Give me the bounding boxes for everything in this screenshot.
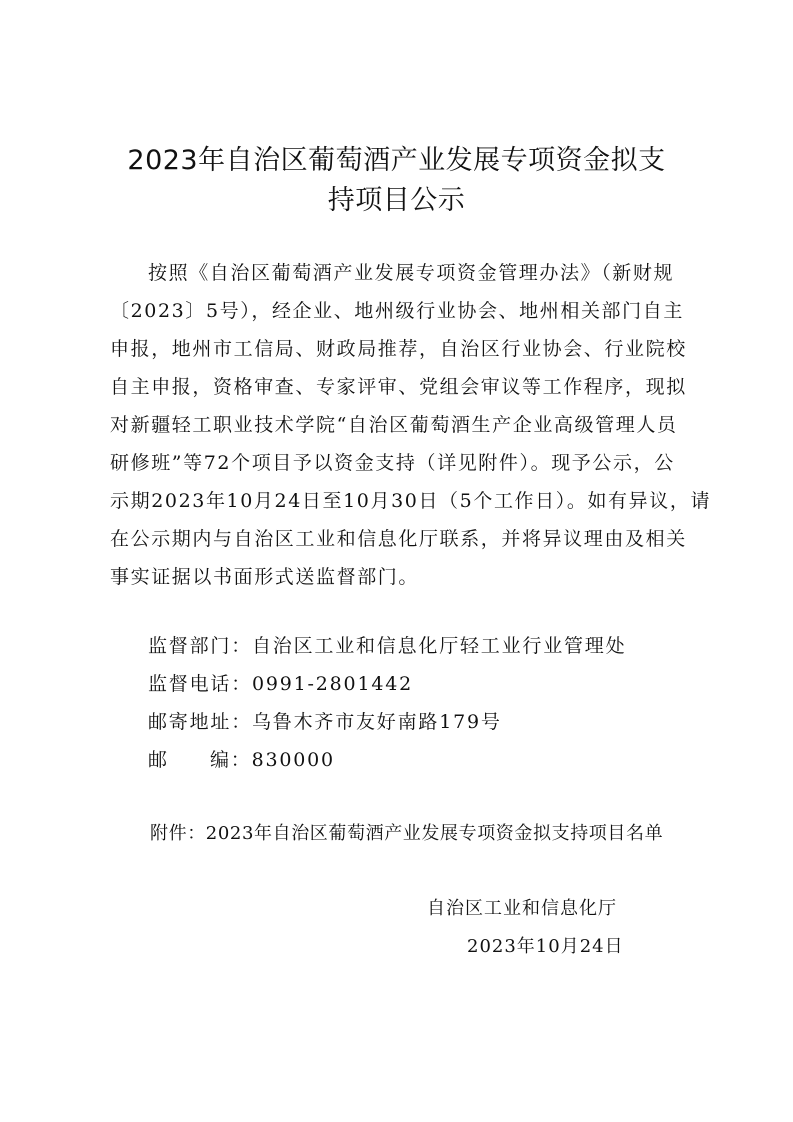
- body-line-8: 在公示期内与自治区工业和信息化厅联系，并将异议理由及相关: [110, 528, 687, 550]
- postcode-label-part-1: 邮: [148, 749, 169, 771]
- body-line-3: 申报，地州市工信局、财政局推荐，自治区行业协会、行业院校: [110, 338, 687, 360]
- supervising-department: 监督部门：自治区工业和信息化厅轻工业行业管理处: [148, 635, 627, 657]
- body-line-9: 事实证据以书面形式送监督部门。: [110, 566, 420, 588]
- document-title-line-2: 持项目公示: [327, 185, 466, 216]
- body-line-5: 对新疆轻工职业技术学院“自治区葡萄酒生产企业高级管理人员: [110, 414, 678, 436]
- document-title-line-1: 2023年自治区葡萄酒产业发展专项资金拟支: [127, 145, 666, 176]
- attachment-note: 附件：2023年自治区葡萄酒产业发展专项资金拟支持项目名单: [150, 823, 664, 844]
- body-line-2: 〔2023〕5号），经企业、地州级行业协会、地州相关部门自主: [110, 300, 684, 322]
- issuing-organization: 自治区工业和信息化厅: [427, 898, 617, 919]
- body-line-6: 研修班”等72个项目予以资金支持（详见附件）。现予公示，公: [110, 452, 675, 474]
- body-line-7: 示期2023年10月24日至10月30日（5个工作日）。如有异议，请: [110, 490, 712, 512]
- supervising-phone: 监督电话：0991-2801442: [148, 673, 413, 695]
- mailing-address: 邮寄地址：乌鲁木齐市友好南路179号: [148, 711, 502, 733]
- body-line-4: 自主申报，资格审查、专家评审、党组会审议等工作程序，现拟: [110, 376, 687, 398]
- postcode-label-part-2: 编：830000: [210, 749, 335, 771]
- issue-date: 2023年10月24日: [467, 936, 624, 957]
- body-line-1: 按照《自治区葡萄酒产业发展专项资金管理办法》（新财规: [148, 262, 675, 284]
